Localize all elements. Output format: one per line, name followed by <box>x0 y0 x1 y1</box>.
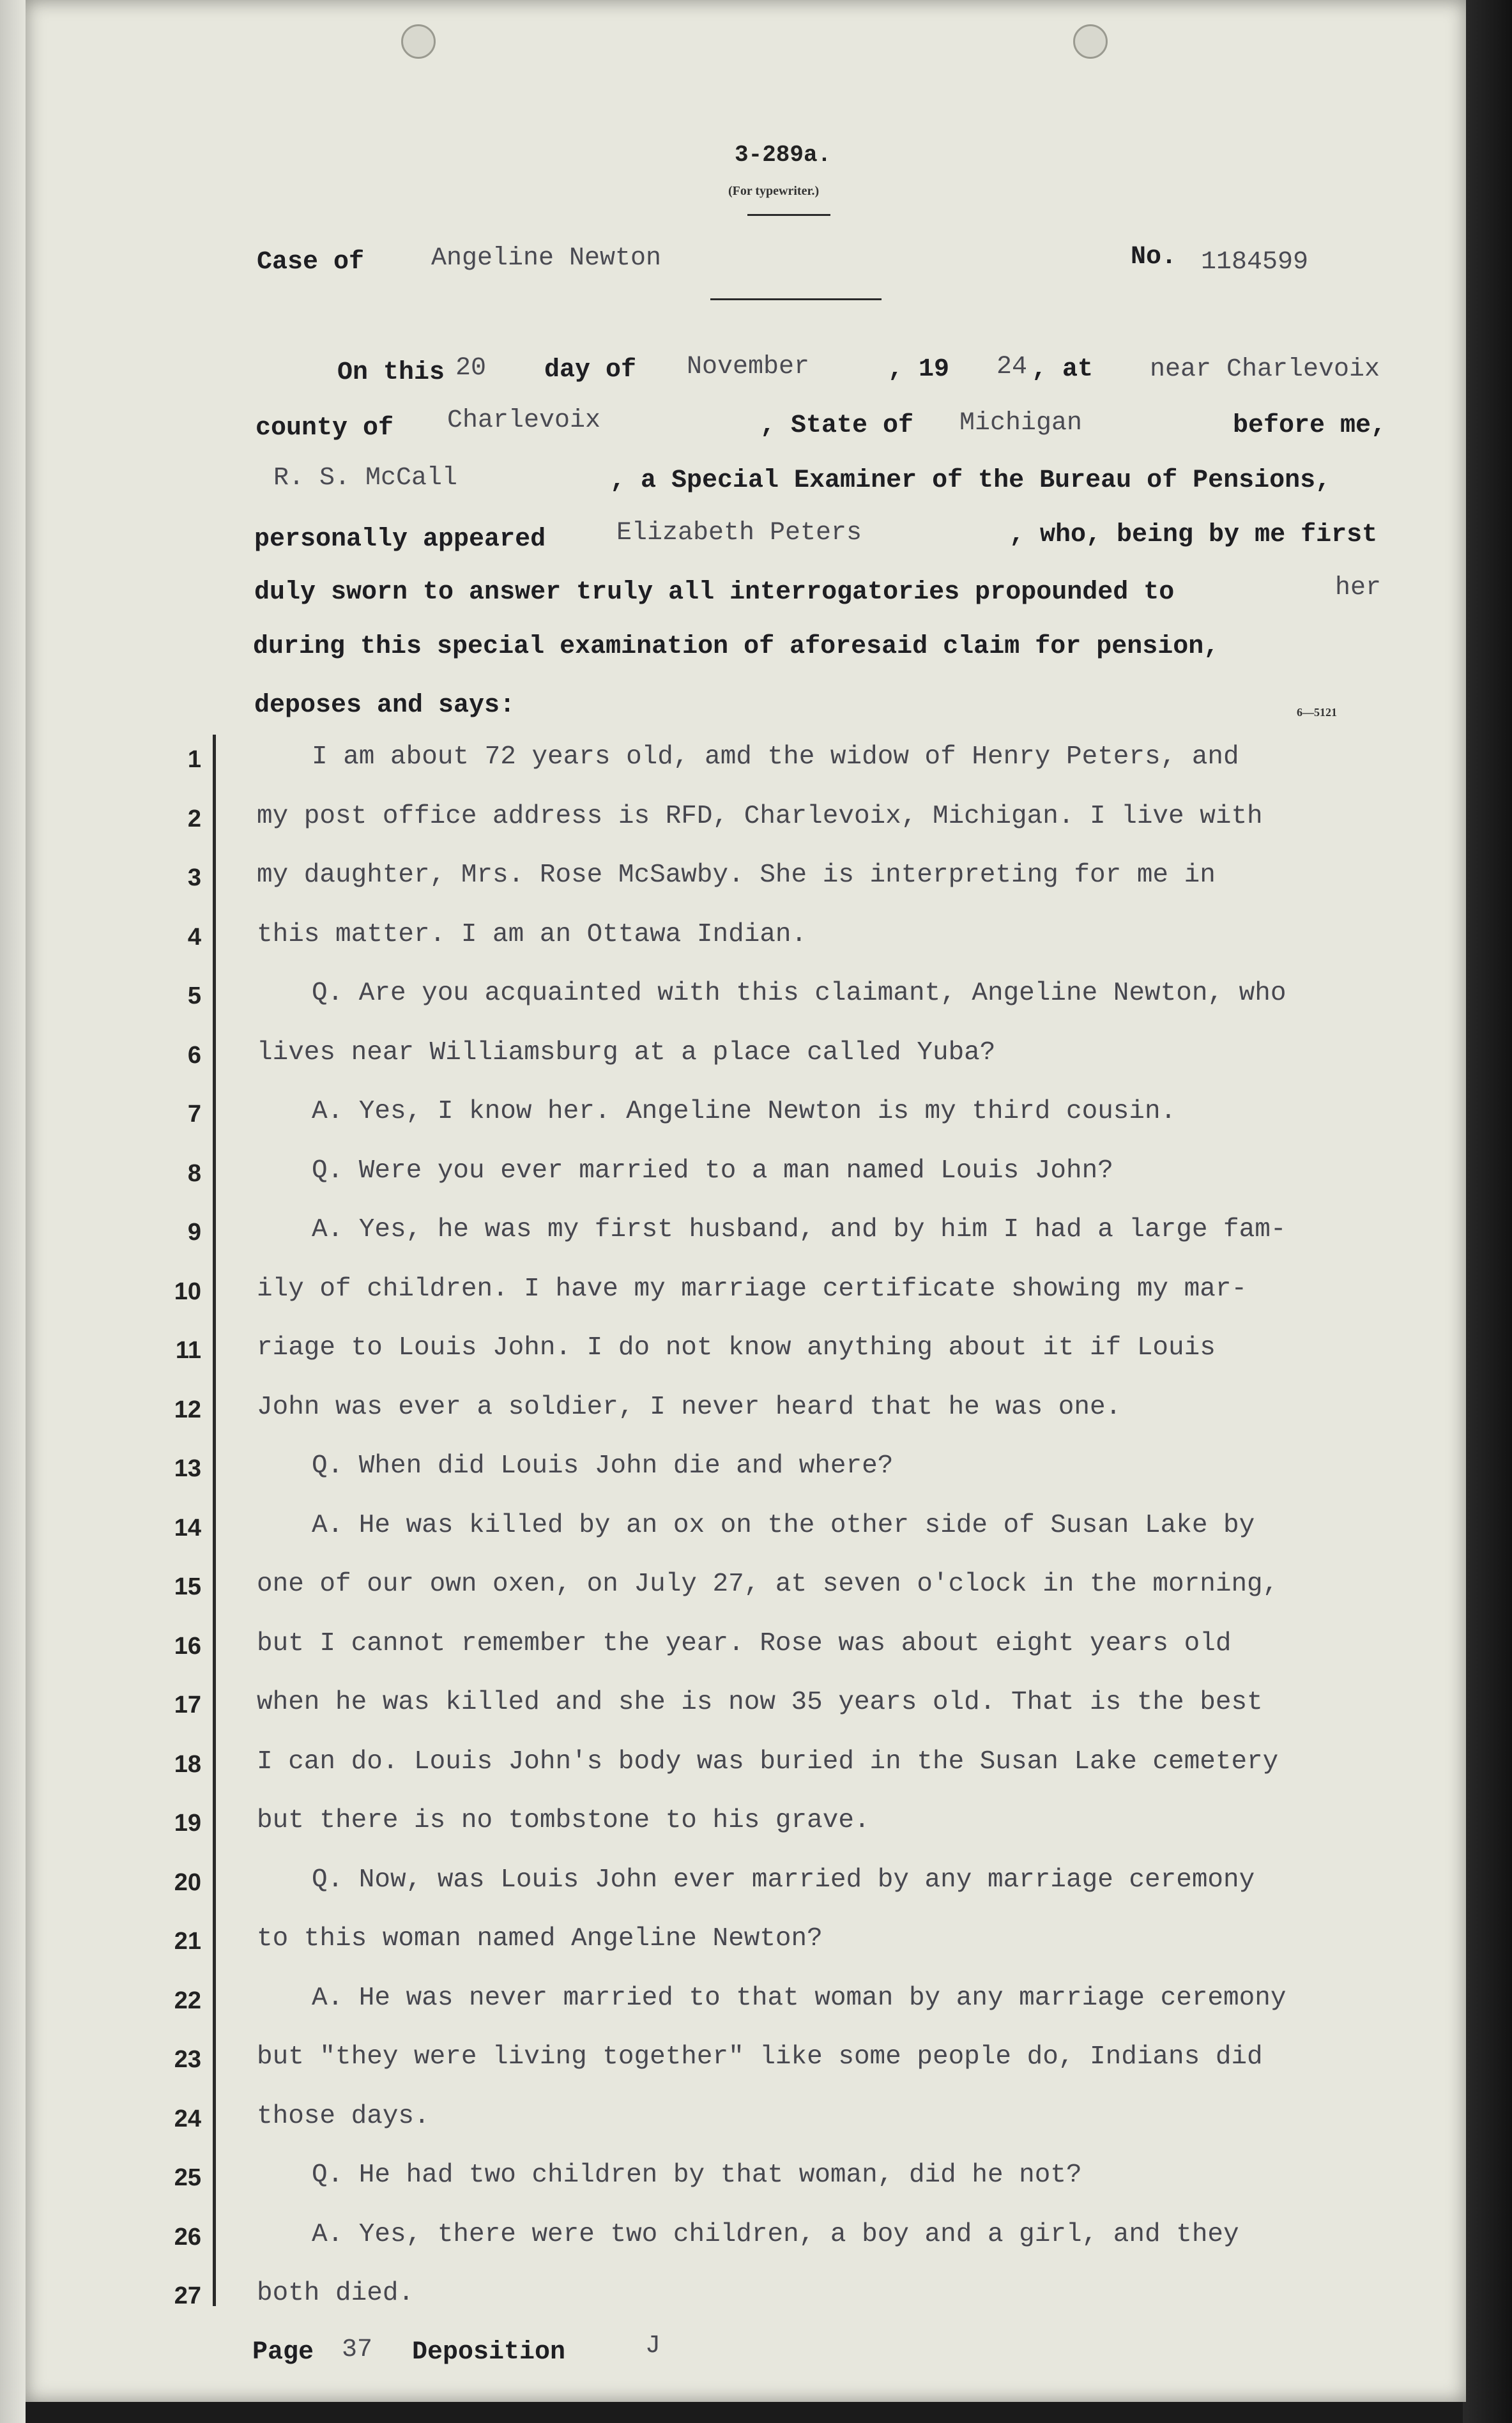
deposition-line: to this woman named Angeline Newton? <box>257 1924 823 1953</box>
personally-appeared-label: personally appeared <box>254 525 546 554</box>
line-number: 5 <box>187 982 201 1009</box>
deposition-line: but I cannot remember the year. Rose was about eight years old <box>257 1629 1232 1658</box>
deponent-name: Elizabeth Peters <box>616 519 862 547</box>
case-label: Case of <box>257 248 365 277</box>
deposition-label: Deposition <box>412 2338 566 2367</box>
no-label: No. <box>1131 243 1177 271</box>
line-number: 4 <box>187 924 201 951</box>
punch-hole-right <box>1073 24 1108 59</box>
line-number: 19 <box>174 1810 201 1837</box>
deposition-line: A. Yes, I know her. Angeline Newton is my third cousin. <box>312 1097 1177 1126</box>
form-note: (For typewriter.) <box>728 184 820 198</box>
line-number: 24 <box>174 2106 201 2132</box>
deposition-line: Q. When did Louis John die and where? <box>312 1451 894 1481</box>
adjacent-page-strip <box>0 0 26 2423</box>
line-number: 2 <box>187 806 201 832</box>
deposition-line: A. Yes, he was my first husband, and by him I had a large fam- <box>312 1215 1287 1244</box>
line-number: 22 <box>174 1987 201 2014</box>
line-number: 25 <box>174 2164 201 2191</box>
on-this-label: On this <box>337 358 445 387</box>
who-being-text: , who, being by me first <box>1009 521 1378 549</box>
sworn-text: duly sworn to answer truly all interrogatories propounded to <box>254 578 1175 607</box>
line-number: 10 <box>174 1278 201 1305</box>
header-rule <box>747 214 830 216</box>
deposition-line: Q. Were you ever married to a man named Louis John? <box>312 1156 1113 1186</box>
deposition-line: one of our own oxen, on July 27, at seven o'clock in the morning, <box>257 1570 1279 1599</box>
form-code: 6—5121 <box>1297 706 1337 719</box>
examiner-title: , a Special Examiner of the Bureau of Pensions, <box>610 466 1331 495</box>
page-label: Page <box>252 2338 314 2367</box>
deposition-line: A. He was never married to that woman by any marriage ceremony <box>312 1983 1287 2013</box>
deposes-label: deposes and says: <box>254 691 515 720</box>
day-value: 20 <box>455 354 487 383</box>
line-number: 16 <box>174 1633 201 1660</box>
deposition-line: both died. <box>257 2279 415 2308</box>
form-number: 3-289a. <box>735 142 832 168</box>
during-text: during this special examination of aforesaid claim for pension, <box>253 632 1219 661</box>
year-prefix: , 19 <box>888 355 950 384</box>
deposition-line: but there is no tombstone to his grave. <box>257 1806 870 1835</box>
deposition-line: my post office address is RFD, Charlevoix, Michigan. I live with <box>257 802 1263 831</box>
line-number: 12 <box>174 1396 201 1423</box>
state-value: Michigan <box>959 409 1083 438</box>
line-number: 8 <box>187 1160 201 1187</box>
at-label: , at <box>1032 355 1094 384</box>
line-number: 17 <box>174 1692 201 1718</box>
deposition-line: Q. Now, was Louis John ever married by any marriage ceremony <box>312 1865 1255 1895</box>
deposition-line: Q. He had two children by that woman, did he not? <box>312 2160 1082 2190</box>
page-number: 37 <box>342 2335 373 2364</box>
before-me-label: before me, <box>1233 411 1387 440</box>
margin-rule <box>213 735 216 2306</box>
line-number: 27 <box>174 2282 201 2309</box>
deposition-line: my daughter, Mrs. Rose McSawby. She is interpreting for me in <box>257 860 1216 890</box>
examiner-name: R. S. McCall <box>273 464 458 493</box>
place-value: near Charlevoix <box>1150 355 1380 384</box>
deposition-letter: J <box>645 2332 661 2360</box>
line-number: 3 <box>187 864 201 891</box>
line-number: 1 <box>187 746 201 773</box>
deposition-line: Q. Are you acquainted with this claimant, Angeline Newton, who <box>312 979 1287 1008</box>
deposition-page <box>26 0 1466 2402</box>
line-number: 21 <box>174 1928 201 1955</box>
line-number: 13 <box>174 1455 201 1482</box>
day-of-label: day of <box>544 356 637 385</box>
deposition-line: John was ever a soldier, I never heard that he was one. <box>257 1393 1122 1422</box>
line-number: 18 <box>174 1751 201 1778</box>
line-number: 26 <box>174 2224 201 2251</box>
deposition-line: but "they were living together" like some people do, Indians did <box>257 2042 1263 2072</box>
deposition-line: A. He was killed by an ox on the other side of Susan Lake by <box>312 1511 1255 1540</box>
line-number: 9 <box>187 1219 201 1246</box>
deposition-line: I am about 72 years old, amd the widow of Henry Peters, and <box>312 742 1239 772</box>
county-value: Charlevoix <box>447 406 601 435</box>
line-number: 6 <box>187 1042 201 1069</box>
county-of-label: county of <box>256 414 394 443</box>
deposition-line: lives near Williamsburg at a place called Yuba? <box>257 1038 996 1067</box>
deposition-line: riage to Louis John. I do not know anything about it if Louis <box>257 1333 1216 1363</box>
deposition-line: this matter. I am an Ottawa Indian. <box>257 920 807 949</box>
month-value: November <box>687 353 810 381</box>
deposition-line: those days. <box>257 2102 430 2131</box>
line-number: 11 <box>175 1337 201 1364</box>
case-rule <box>710 298 882 300</box>
case-number: 1184599 <box>1201 248 1309 277</box>
year-suffix: 24 <box>997 353 1028 381</box>
punch-hole-left <box>401 24 436 59</box>
state-of-label: , State of <box>760 411 914 440</box>
deposition-line: A. Yes, there were two children, a boy and a girl, and they <box>312 2220 1239 2249</box>
deposition-line: when he was killed and she is now 35 years old. That is the best <box>257 1688 1263 1717</box>
line-number: 14 <box>174 1515 201 1541</box>
line-number: 23 <box>174 2046 201 2073</box>
background-edge <box>1463 0 1512 2423</box>
line-number: 20 <box>174 1869 201 1896</box>
line-number: 15 <box>174 1573 201 1600</box>
pronoun-value: her <box>1335 574 1382 602</box>
line-number: 7 <box>187 1101 201 1127</box>
deposition-line: I can do. Louis John's body was buried in the Susan Lake cemetery <box>257 1747 1279 1777</box>
deposition-line: ily of children. I have my marriage certificate showing my mar- <box>257 1274 1248 1304</box>
case-name: Angeline Newton <box>431 244 662 273</box>
